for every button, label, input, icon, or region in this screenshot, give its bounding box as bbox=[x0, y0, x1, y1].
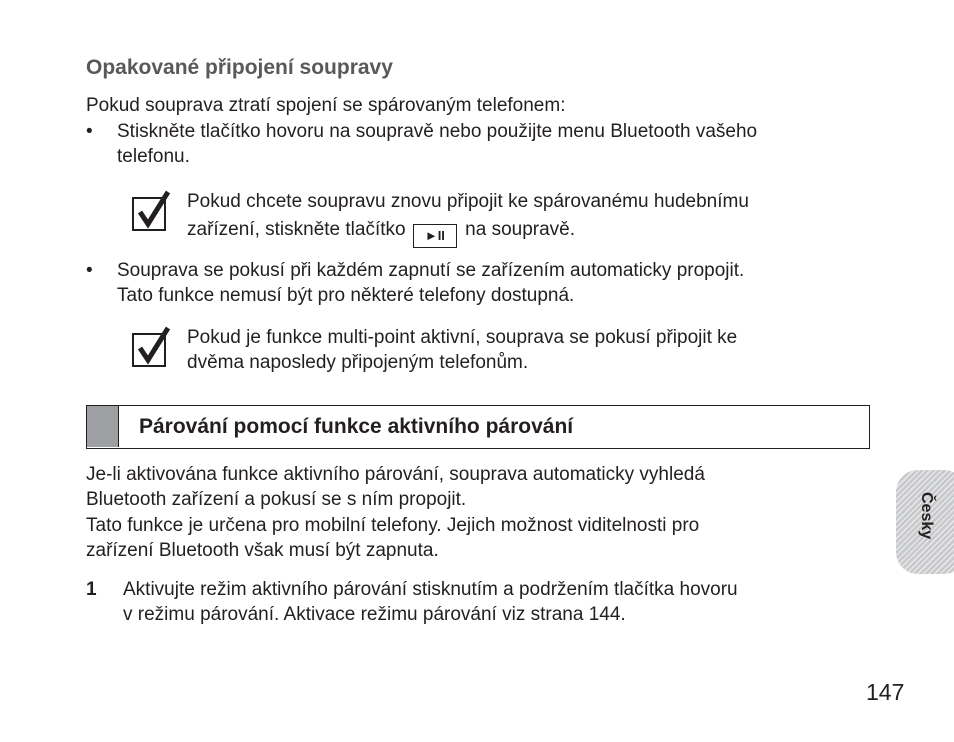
note-1-line-2 bbox=[187, 217, 867, 248]
page-number: 147 bbox=[866, 679, 905, 705]
play-pause-button-icon: ►II bbox=[413, 224, 457, 248]
bullet-2-line-1: Souprava se pokusí při každém zapnutí se zařízením automaticky propojit. bbox=[117, 260, 745, 281]
bullet-2-line-2: Tato funkce nemusí být pro některé telefony dostupná. bbox=[117, 285, 575, 306]
paragraph-1 bbox=[86, 462, 886, 512]
section-header-grey-bar bbox=[87, 406, 119, 447]
checkmark-box-icon bbox=[132, 333, 166, 367]
note-2-line-2: dvěma naposledy připojeným telefonům. bbox=[187, 352, 529, 373]
step-1-line-1: Aktivujte režim aktivního párování stisknutím a podržením tlačítka hovoru bbox=[123, 579, 738, 600]
language-tab-label: Česky bbox=[918, 492, 935, 540]
bullet-dot: • bbox=[86, 260, 93, 281]
section-heading-active-pairing: Párování pomocí funkce aktivního párování bbox=[139, 415, 574, 438]
note-1-line-1: Pokud chcete soupravu znovu připojit ke spárovanému hudebnímu bbox=[187, 191, 749, 212]
section-heading-reconnect: Opakované připojení soupravy bbox=[86, 56, 393, 79]
paragraph-1-line-1: Je-li aktivována funkce aktivního párování, souprava automaticky vyhledá bbox=[86, 464, 705, 485]
language-tab bbox=[896, 470, 954, 574]
intro-text: Pokud souprava ztratí spojení se spárovaným telefonem: bbox=[86, 95, 566, 116]
note-text-2 bbox=[187, 325, 867, 375]
bullet-1-line-2: telefonu. bbox=[117, 146, 190, 167]
paragraph-2-line-1: Tato funkce je určena pro mobilní telefony. Jejich možnost viditelnosti pro bbox=[86, 515, 700, 536]
bullet-item-2 bbox=[86, 258, 886, 308]
note-1-line-2-before: zařízení, stiskněte tlačítko bbox=[187, 219, 406, 240]
bullet-text-2 bbox=[117, 258, 877, 308]
bullet-1-line-1: Stiskněte tlačítko hovoru na soupravě nebo použijte menu Bluetooth vašeho bbox=[117, 121, 758, 142]
note-1-line-2-after: na soupravě. bbox=[465, 219, 576, 240]
paragraph-2 bbox=[86, 513, 886, 563]
paragraph-1-line-2: Bluetooth zařízení a pokusí se s ním propojit. bbox=[86, 489, 467, 510]
checkmark-box-icon bbox=[132, 197, 166, 231]
bullet-item-1 bbox=[86, 119, 886, 169]
step-text bbox=[123, 577, 873, 627]
bullet-text-1 bbox=[117, 119, 877, 169]
step-number: 1 bbox=[86, 579, 97, 600]
bullet-dot: • bbox=[86, 121, 93, 142]
note-2-line-1: Pokud je funkce multi-point aktivní, souprava se pokusí připojit ke bbox=[187, 327, 738, 348]
paragraph-2-line-2: zařízení Bluetooth však musí být zapnuta. bbox=[86, 540, 439, 561]
step-1-line-2: v režimu párování. Aktivace režimu párování viz strana 144. bbox=[123, 604, 626, 625]
section-header-box bbox=[86, 405, 870, 449]
numbered-step-1 bbox=[86, 577, 886, 627]
note-text-1 bbox=[187, 189, 867, 248]
